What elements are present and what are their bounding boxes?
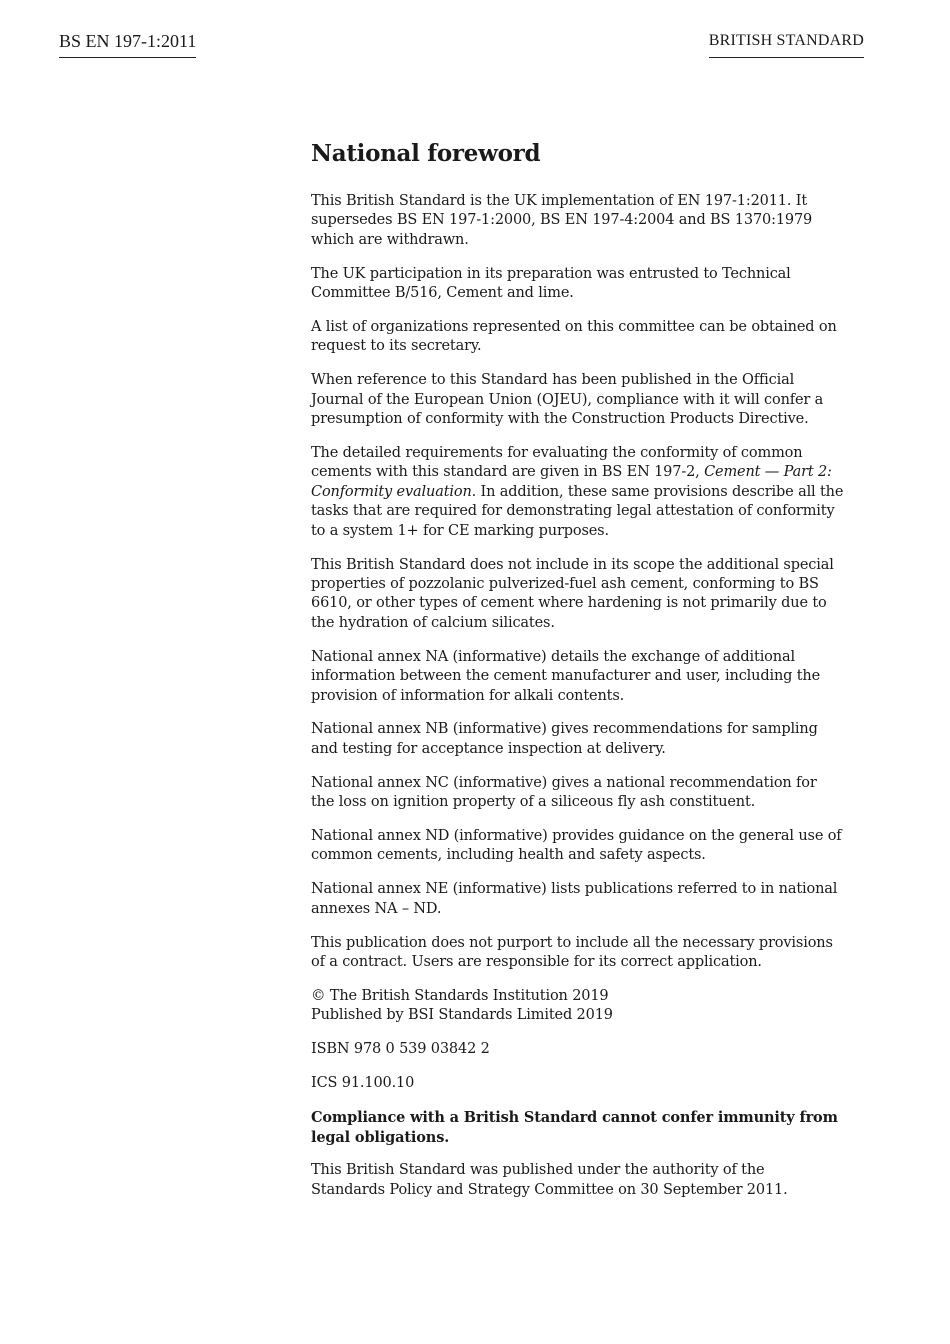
- text-line: ISBN 978 0 539 03842 2: [311, 1041, 490, 1058]
- text-line: request to its secretary.: [311, 338, 482, 355]
- text-line: National annex NA (informative) details the exchange of additional: [311, 648, 795, 665]
- italic-reference: Cement — Part 2:: [704, 464, 832, 481]
- paragraph-annex-na: [311, 648, 871, 706]
- paragraph-isbn: [311, 1040, 871, 1059]
- text-line: Compliance with a British Standard cannot confer immunity from: [311, 1109, 838, 1127]
- text-line: ICS 91.100.10: [311, 1075, 415, 1092]
- text-line: National annex ND (informative) provides guidance on the general use of: [311, 828, 842, 845]
- text-line: This British Standard does not include in its scope the additional special: [311, 556, 834, 573]
- text-run: . In addition, these same provisions describe all the: [471, 483, 844, 500]
- text-line: Committee B/516, Cement and lime.: [311, 285, 574, 302]
- text-line: This British Standard is the UK implementation of EN 197-1:2011. It: [311, 193, 808, 209]
- text-line: National annex NE (informative) lists publications referred to in national: [311, 881, 838, 898]
- text-line: [311, 463, 871, 482]
- paragraph-conformity: [311, 444, 871, 541]
- text-line: This British Standard was published under the authority of the: [311, 1162, 765, 1179]
- text-line: Journal of the European Union (OJEU), compliance with it will confer a: [311, 391, 824, 408]
- italic-reference: Conformity evaluation: [311, 483, 472, 500]
- text-line: the hydration of calcium silicates.: [311, 614, 555, 631]
- text-run: cements with this standard are given in BS EN 197-2,: [311, 464, 705, 481]
- text-line: common cements, including health and safety aspects.: [311, 847, 706, 864]
- paragraph-committee: [311, 265, 871, 304]
- text-line: The UK participation in its preparation was entrusted to Technical: [311, 265, 791, 282]
- paragraph-disclaimer: [311, 934, 871, 973]
- text-line: A list of organizations represented on this committee can be obtained on: [311, 319, 837, 336]
- header-publisher-label: BRITISH STANDARD: [709, 29, 864, 58]
- text-line: [311, 483, 871, 502]
- text-line: 6610, or other types of cement where hardening is not primarily due to: [311, 595, 827, 612]
- foreword-content: [311, 138, 871, 1215]
- text-line: tasks that are required for demonstrating legal attestation of conformity: [311, 503, 835, 520]
- text-line: Standards Policy and Strategy Committee on 30 September 2011.: [311, 1181, 788, 1198]
- text-line: legal obligations.: [311, 1128, 450, 1146]
- paragraph-authority: [311, 1161, 871, 1200]
- paragraph-annex-ne: [311, 880, 871, 919]
- paragraph-annex-nc: [311, 774, 871, 813]
- text-line: presumption of conformity with the Construction Products Directive.: [311, 411, 809, 428]
- paragraph-ics: [311, 1074, 871, 1093]
- page-title: National foreword: [311, 140, 541, 167]
- text-line: This publication does not purport to include all the necessary provisions: [311, 934, 833, 951]
- text-line: the loss on ignition property of a siliceous fly ash constituent.: [311, 794, 756, 811]
- text-line: When reference to this Standard has been published in the Official: [311, 372, 795, 389]
- text-line: and testing for acceptance inspection at delivery.: [311, 740, 666, 757]
- text-line: of a contract. Users are responsible for its correct application.: [311, 954, 762, 971]
- text-line: National annex NC (informative) gives a national recommendation for: [311, 774, 817, 791]
- text-line: supersedes BS EN 197-1:2000, BS EN 197-4:2004 and BS 1370:1979: [311, 212, 813, 229]
- paragraph-annex-nd: [311, 827, 871, 866]
- paragraph-organizations: [311, 318, 871, 357]
- paragraph-implementation: [311, 192, 871, 250]
- paragraph-annex-nb: [311, 720, 871, 759]
- paragraph-compliance-notice: [311, 1108, 871, 1147]
- text-line: Published by BSI Standards Limited 2019: [311, 1007, 613, 1024]
- text-line: which are withdrawn.: [311, 231, 469, 248]
- text-line: to a system 1+ for CE marking purposes.: [311, 522, 609, 539]
- paragraph-scope: [311, 556, 871, 634]
- text-line: provision of information for alkali contents.: [311, 687, 625, 704]
- text-line: properties of pozzolanic pulverized-fuel ash cement, conforming to BS: [311, 576, 819, 592]
- text-line: information between the cement manufacturer and user, including the: [311, 668, 821, 685]
- paragraph-copyright: [311, 987, 871, 1026]
- text-line: © The British Standards Institution 2019: [311, 988, 609, 1004]
- text-line: The detailed requirements for evaluating the conformity of common: [311, 445, 803, 462]
- text-line: annexes NA – ND.: [311, 900, 442, 917]
- header-document-id: BS EN 197-1:2011: [59, 29, 196, 58]
- text-line: National annex NB (informative) gives recommendations for sampling: [311, 721, 818, 738]
- paragraph-ojeu: [311, 371, 871, 429]
